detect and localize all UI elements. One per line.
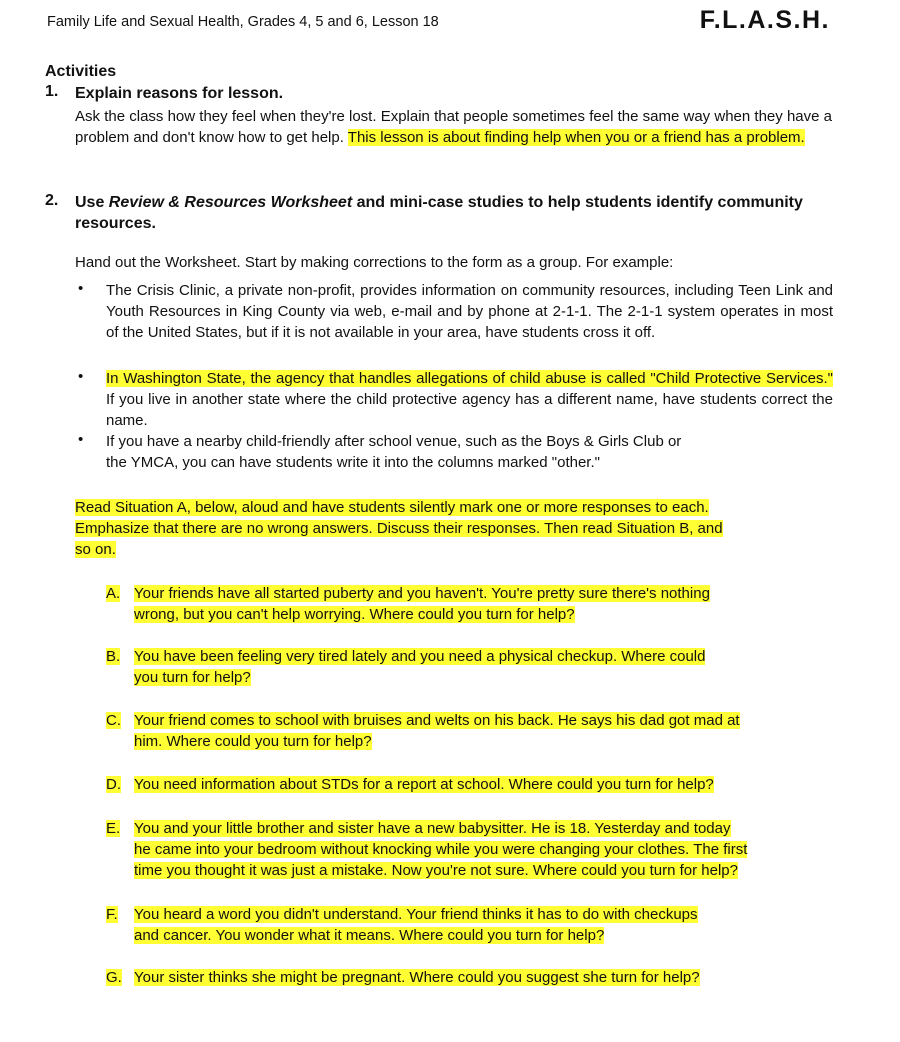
bullet-icon: •	[78, 368, 84, 385]
brand-logo-text: F.L.A.S.H.	[699, 6, 830, 34]
situation-g-line-1: Your sister thinks she might be pregnant. Where could you suggest she turn for help?	[134, 969, 700, 986]
item-1-body-plain: Ask the class how they feel when they're lost. Explain that people sometimes feel the same way when they have a problem and don't know how to get help.	[75, 108, 832, 146]
situation-f-line-2: and cancer. You wonder what it means. Where could you turn for help?	[134, 927, 605, 944]
situation-d-text	[134, 774, 834, 795]
situation-a-letter	[106, 583, 120, 604]
situation-e-line-2: he came into your bedroom without knocking while you were changing your clothes. The first	[134, 841, 748, 858]
situation-a-text	[134, 583, 834, 625]
situation-g-letter	[106, 967, 122, 988]
bullet-2-plain: If you live in another state where the child protective agency has a different name, have students correct the name.	[106, 391, 833, 429]
situation-e-line-1: You and your little brother and sister have a new babysitter. He is 18. Yesterday and today	[134, 820, 731, 837]
instruction-line-3: so on.	[75, 541, 116, 558]
instruction-line-2: Emphasize that there are no wrong answers. Discuss their responses. Then read Situation B, and	[75, 520, 723, 537]
situation-e-line-3: time you thought it was just a mistake. Now you're not sure. Where could you turn for help?	[134, 862, 738, 879]
situation-d-letter	[106, 774, 121, 795]
situation-b-line-1: You have been feeling very tired lately and you need a physical checkup. Where could	[134, 648, 706, 665]
item-2-title-part2: and mini-case studies to help students identify community resources.	[75, 194, 803, 232]
situation-e-text	[134, 818, 834, 881]
situation-b-letter	[106, 646, 120, 667]
item-1-title: Explain reasons for lesson.	[75, 85, 284, 102]
situation-letter: B.	[106, 648, 121, 665]
situation-a-line-2: wrong, but you can't help worrying. Where could you turn for help?	[134, 606, 575, 623]
situation-f-letter	[106, 904, 118, 925]
bullet-icon: •	[78, 280, 84, 297]
situation-letter: G.	[106, 969, 122, 986]
bullet-2-highlight: In Washington State, the agency that handles allegations of child abuse is called "Child Protective Services."	[106, 370, 833, 387]
situation-letter: A.	[106, 585, 121, 602]
situation-b-line-2: you turn for help?	[134, 669, 251, 686]
situation-c-text	[134, 710, 834, 752]
item-2-title-part1: Use	[75, 194, 109, 211]
situations-instructions	[75, 497, 723, 560]
situation-c-line-1: Your friend comes to school with bruises and welts on his back. He says his dad got mad at	[134, 712, 740, 729]
bullet-3-text	[106, 431, 681, 473]
bullet-1-text: The Crisis Clinic, a private non-profit, provides information on community resources, including Teen Link and Youth Resources in King County via web, e-mail and by phone at 2-1-1. The 2-1-1 system operates in most of the United States, but if it is not available in your area, have students cross it off.	[106, 282, 833, 341]
bullet-2-text	[106, 368, 833, 431]
situation-d-line-1: You need information about STDs for a report at school. Where could you turn for help?	[134, 776, 714, 793]
situation-letter: E.	[106, 820, 121, 837]
bullet-icon: •	[78, 431, 84, 448]
item-1-number: 1.	[45, 83, 59, 100]
item-2-title	[75, 192, 815, 234]
situation-c-letter	[106, 710, 121, 731]
bullet-3-line-1: If you have a nearby child-friendly after school venue, such as the Boys & Girls Club or	[106, 433, 682, 450]
item-2-intro: Hand out the Worksheet. Start by making corrections to the form as a group. For example:	[75, 254, 674, 271]
section-heading-activities: Activities	[45, 63, 117, 80]
situation-g-text	[134, 967, 834, 988]
document-header-title: Family Life and Sexual Health, Grades 4, 5 and 6, Lesson 18	[47, 14, 439, 30]
item-1-body-highlight: This lesson is about finding help when you or a friend has a problem.	[347, 129, 805, 146]
bullet-3-line-2: the YMCA, you can have students write it into the columns marked "other."	[106, 454, 600, 471]
situation-c-line-2: him. Where could you turn for help?	[134, 733, 372, 750]
situation-letter: C.	[106, 712, 121, 729]
situation-b-text	[134, 646, 834, 688]
situation-a-line-1: Your friends have all started puberty and you haven't. You're pretty sure there's nothing	[134, 585, 710, 602]
situation-letter: F.	[106, 906, 118, 923]
item-2-title-worksheet-name: Review & Resources Worksheet	[108, 194, 353, 211]
item-2-number: 2.	[45, 192, 59, 209]
instruction-line-1: Read Situation A, below, aloud and have students silently mark one or more responses to each.	[75, 499, 709, 516]
situation-f-line-1: You heard a word you didn't understand. Your friend thinks it has to do with checkups	[134, 906, 698, 923]
situation-e-letter	[106, 818, 120, 839]
item-1-body	[75, 106, 832, 148]
situation-f-text	[134, 904, 834, 946]
situation-letter: D.	[106, 776, 121, 793]
